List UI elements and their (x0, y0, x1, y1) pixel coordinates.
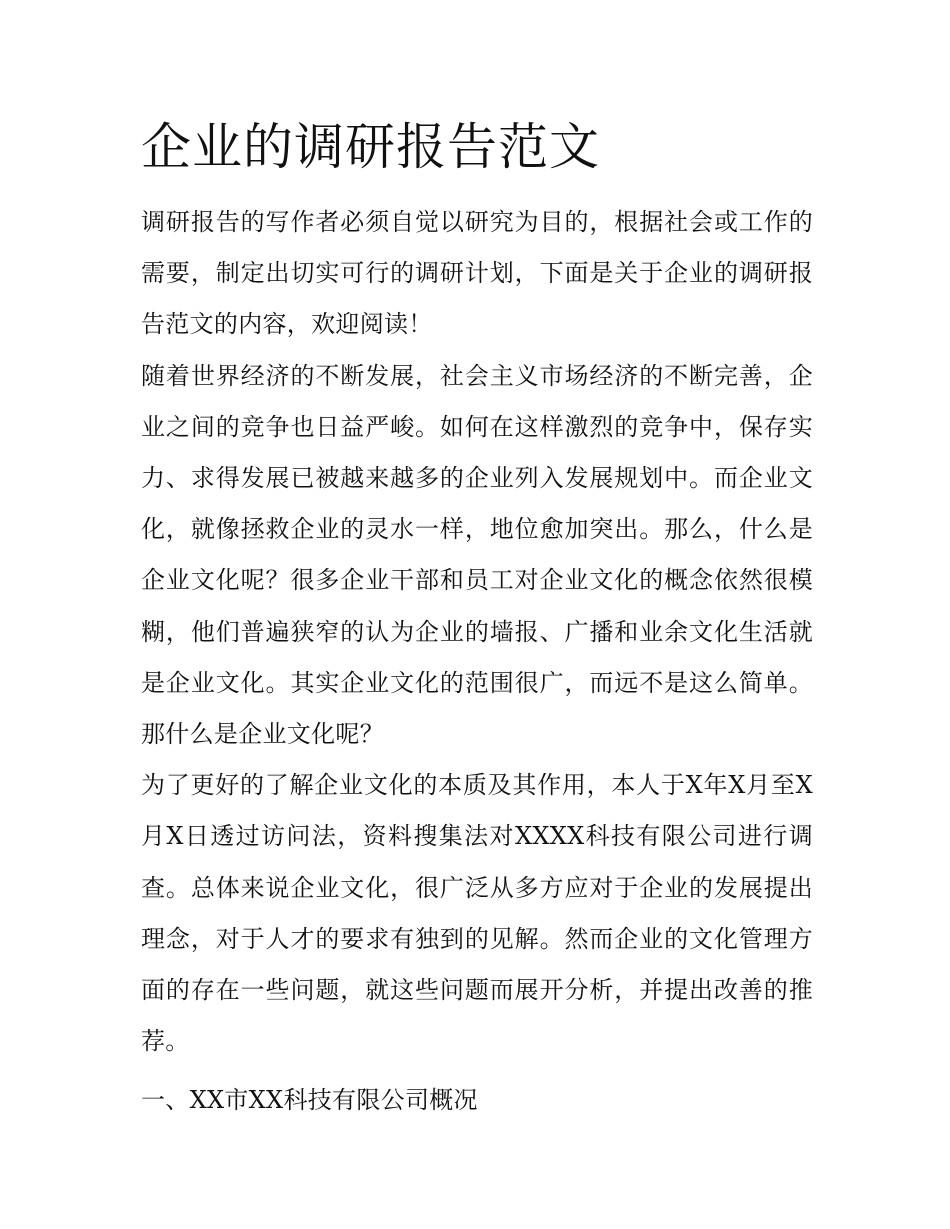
document-title: 企业的调研报告范文 (141, 118, 600, 176)
method-paragraph: 为了更好的了解企业文化的本质及其作用，本人于X年X月至X月X日透过访问法，资料搜集法对XXXX科技有限公司进行调查。总体来说企业文化，很广泛从多方应对于企业的发展提出理念，对于人才的要求有独到的见解。然而企业的文化管理方面的存在一些问题，就这些问题而展开分析，并提出改善的推荐。 (141, 771, 813, 1056)
background-paragraph: 随着世界经济的不断发展，社会主义市场经济的不断完善，企业之间的竞争也日益严峻。如何在这样激烈的竞争中，保存实力、求得发展已被越来越多的企业列入发展规划中。而企业文化，就像拯救企业的灵水一样，地位愈加突出。那么，什么是企业文化呢？很多企业干部和员工对企业文化的概念依然很模糊，他们普遍狭窄的认为企业的墙报、广播和业余文化生活就是企业文化。其实企业文化的范围很广，而远不是这么简单。那什么是企业文化呢？ (141, 361, 813, 749)
document-body (141, 197, 813, 1127)
intro-paragraph: 调研报告的写作者必须自觉以研究为目的，根据社会或工作的需要，制定出切实可行的调研计划，下面是关于企业的调研报告范文的内容，欢迎阅读！ (141, 208, 813, 339)
section-heading: 一、XX市XX科技有限公司概况 (141, 1086, 478, 1115)
